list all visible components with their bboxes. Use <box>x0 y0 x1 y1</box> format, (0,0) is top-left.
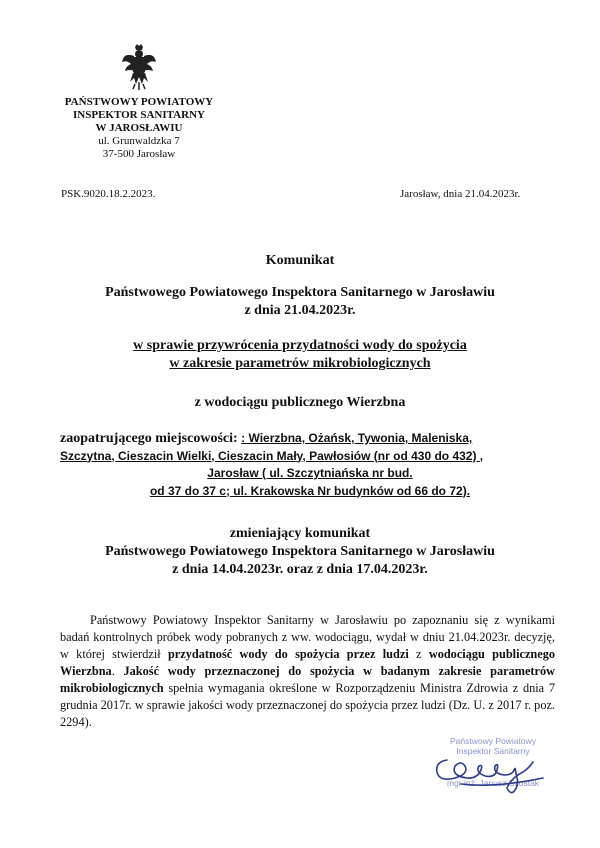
localities-line1: : Wierzbna, Ożańsk, Tywonia, Maleniska, <box>241 431 473 445</box>
signature-stroke <box>437 760 543 793</box>
office-postcode-city: 37-500 Jarosław <box>102 148 176 160</box>
office-name-line3: W JAROSŁAWIU <box>95 122 183 134</box>
reference-number: PSK.9020.18.2.2023. <box>61 188 156 200</box>
stamp-line1: Państwowy Powiatowy <box>450 736 536 746</box>
document-title: Komunikat <box>265 253 335 268</box>
localities-block <box>60 430 560 500</box>
body-text: spełnia wymagania określone w Rozporządzeniu Ministra Zdrowia z dnia 7 grudnia 2017r. w sprawie jakości wody przeznaczonej do spożycia przez ludzi (Dz. U. z 2017 r. poz. 2294). <box>60 681 555 729</box>
waterworks-name: z wodociągu publicznego Wierzbna <box>194 395 406 410</box>
body-paragraph <box>60 612 555 731</box>
subject-block <box>0 337 600 373</box>
body-text: . <box>111 664 124 678</box>
handwritten-signature <box>425 748 565 800</box>
amending-block <box>0 525 600 579</box>
issuer-line: Państwowego Powiatowego Inspektora Sanitarnego w Jarosławiu <box>105 285 495 300</box>
issue-date-line: z dnia 21.04.2023r. <box>244 303 356 318</box>
office-name-line2: INSPEKTOR SANITARNY <box>73 109 205 121</box>
polish-eagle-emblem-icon <box>121 44 157 90</box>
issuer-block <box>0 284 600 320</box>
localities-label: zaopatrującego miejscowości: <box>60 431 242 446</box>
office-street: ul. Grunwaldzka 7 <box>98 135 180 147</box>
body-bold-text: Jakość wody przeznaczonej do spożycia w badanym zakresie parametrów mikrobiologicznych <box>60 664 556 695</box>
amending-line1: zmieniający komunikat <box>229 526 371 541</box>
place-date: Jarosław, dnia 21.04.2023r. <box>400 188 521 200</box>
office-name-line1: PAŃSTWOWY POWIATOWY <box>64 96 214 108</box>
office-header <box>40 96 238 161</box>
amending-line3: z dnia 14.04.2023r. oraz z dnia 17.04.2023r. <box>172 562 428 577</box>
localities-line2: Szczytna, Cieszacin Wielki, Cieszacin Mały, Pawłosiów (nr od 430 do 432) , <box>60 448 484 463</box>
stamp-line3: mgr inż. Janusz Szostak <box>446 778 540 788</box>
body-bold-text: wodociągu publicznego Wierzbna <box>60 647 555 678</box>
body-text: z <box>408 647 429 661</box>
body-text: Państwowy Powiatowy Inspektor Sanitarny w Jarosławiu po zapoznaniu się z wynikami badań kontrolnych próbek wody pobranych z ww. wodociągu, wydał w dniu 21.04.2023r. decyzję, w której stwierdził <box>60 613 555 661</box>
stamp-line2: Inspektor Sanitarny <box>456 746 530 756</box>
subject-line1: w sprawie przywrócenia przydatności wody do spożycia <box>133 338 467 353</box>
amending-line2: Państwowego Powiatowego Inspektora Sanitarnego w Jarosławiu <box>105 544 495 559</box>
localities-line4: od 37 do 37 c; ul. Krakowska Nr budynków od 66 do 72). <box>149 483 471 498</box>
localities-line3: Jarosław ( ul. Szczytniańska nr bud. <box>207 466 413 480</box>
subject-line2: w zakresie parametrów mikrobiologicznych <box>169 356 431 371</box>
body-bold-text: przydatność wody do spożycia przez ludzi <box>167 647 409 661</box>
